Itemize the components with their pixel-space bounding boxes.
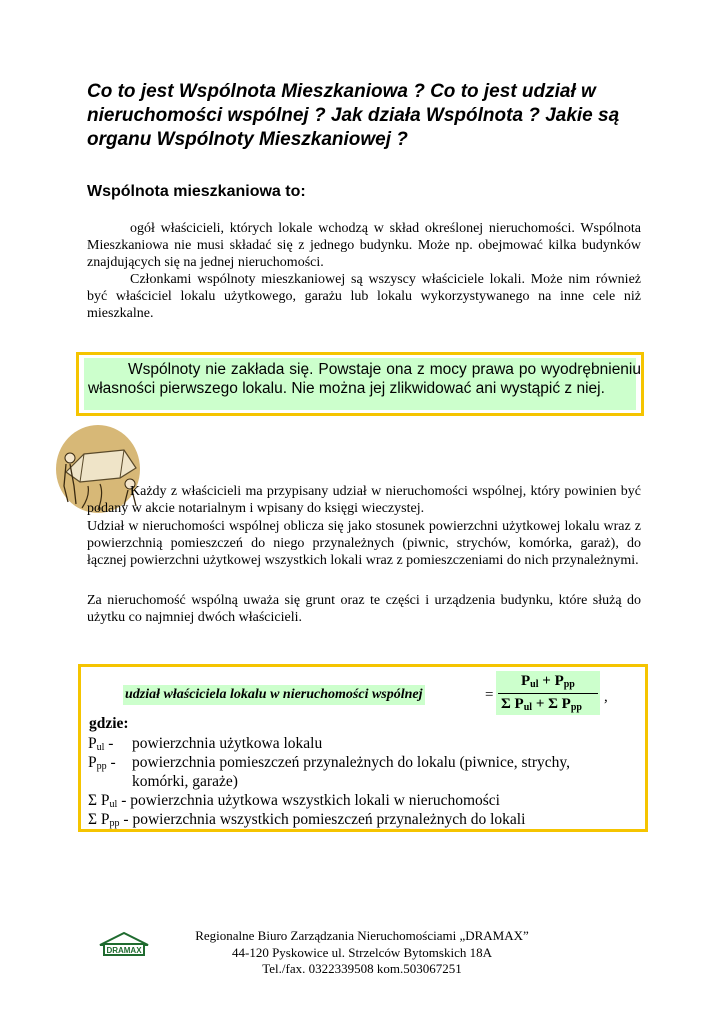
where-label: gdzie: — [89, 715, 129, 732]
share-paragraph-2: Udział w nieruchomości wspólnej oblicza się jako stosunek powierzchni użytkowej lokalu wraz z powierzchnią pomieszczeń do niego przynależnych (piwnic, strychów, komórka, garaż), do łącznej powierzchni użytkowej wszystkich lokali wraz z pomieszczeniami do nich przynależnymi. — [87, 519, 641, 568]
footer — [150, 928, 574, 978]
dramax-house-logo — [96, 931, 152, 957]
svg-text:DRAMAX: DRAMAX — [106, 946, 142, 955]
footer-phone: Tel./fax. 0322339508 kom.503067251 — [262, 961, 462, 976]
definition-sum-pul: Σ $P_{ul}$ - powierzchnia użytkowa wszystkich lokali w nieruchomości — [88, 792, 500, 810]
notice-text: Wspólnoty nie zakłada się. Powstaje ona z mocy prawa po wyodrębnieniu własności pierwszego lokalu. Nie można jej zlikwidować ani wystąpić z niej. — [88, 361, 641, 397]
fraction-numerator: $P_{ul} + P_{pp}$ — [521, 673, 575, 690]
section-heading: Wspólnota mieszkaniowa to: — [87, 183, 306, 200]
page-title: Co to jest Wspólnota Mieszkaniowa ? Co to jest udział w nieruchomości wspólnej ? Jak działa Wspólnota ? Jakie są organu Wspólnoty Mieszkaniowej ? — [87, 81, 620, 150]
formula-label: udział właściciela lokalu w nieruchomości wspólnej — [123, 685, 425, 705]
definition-pul: $P_{ul}$ - powierzchnia użytkowa lokalu — [88, 735, 323, 753]
share-paragraph-1-text: Każdy z właścicieli ma przypisany udział w nieruchomości wspólnej, który powinien być podany w akcie notarialnym i wpisany do księgi wieczystej. — [87, 484, 641, 516]
formula-fraction — [496, 671, 600, 715]
intro-paragraph-2: Członkami wspólnoty mieszkaniowej są wszyscy właściciele lokali. Może nim również być właściciel lokalu użytkowego, garażu lub lokalu wykorzystywanego na inne cele niż mieszkalne. — [87, 272, 641, 321]
fraction-bar — [498, 693, 598, 694]
share-paragraph-1 — [87, 483, 641, 517]
notice-box — [76, 352, 644, 416]
share-paragraph-3: Za nieruchomość wspólną uważa się grunt oraz te części i urządzenia budynku, które służą do użytku co najmniej dwóch właścicieli. — [87, 593, 641, 625]
definition-ppp: $P_{pp}$ - powierzchnia pomieszczeń przynależnych do lokalu (piwnice, strychy, — [88, 754, 570, 772]
fraction-denominator: Σ $P_{ul} + \Sigma$ $P_{pp}$ — [501, 696, 582, 713]
footer-company: Regionalne Biuro Zarządzania Nieruchomościami „DRAMAX” — [195, 928, 529, 943]
formula-equals: = — [485, 687, 494, 703]
formula-comma: , — [604, 689, 608, 705]
footer-address: 44-120 Pyskowice ul. Strzelców Bytomskich 18A — [232, 944, 492, 960]
intro-paragraph-1: ogół właścicieli, których lokale wchodzą w skład określonej nieruchomości. Wspólnota Mieszkaniowa nie musi składać się z jednego budynku. Może np. obejmować kilka budynków znajdujących się na jednej nieruchomości. — [87, 221, 641, 270]
definition-ppp-continued: komórki, garaże) — [132, 773, 238, 790]
definition-sum-ppp: Σ $P_{pp}$ - powierzchnia wszystkich pomieszczeń przynależnych do lokali — [88, 811, 526, 829]
formula-box — [78, 664, 648, 832]
